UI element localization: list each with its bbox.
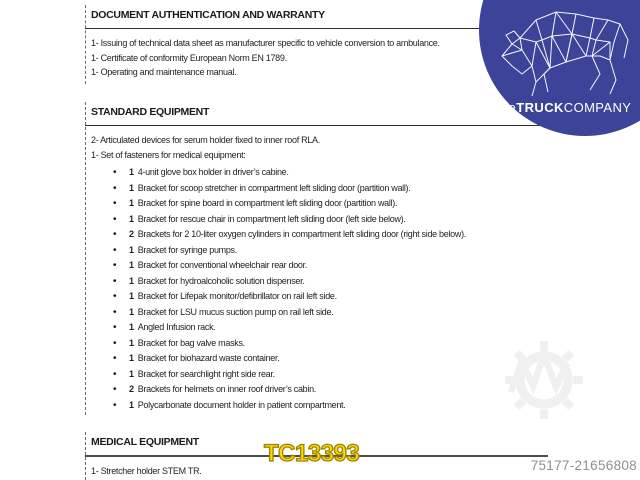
list-item: • 2 Brackets for 2 10-liter oxygen cylinders in compartment left sliding door (right side below). (91, 227, 548, 243)
doc-item: 1- Operating and maintenance manual. (91, 67, 237, 78)
list-item: • 1 Bracket for LSU mucus suction pump on rail left side. (91, 305, 548, 321)
section-title: MEDICAL EQUIPMENT (91, 436, 199, 448)
section-title-row (85, 102, 548, 126)
section-standard-equipment (85, 102, 548, 415)
list-item: • 1 Bracket for bag valve masks. (91, 336, 548, 352)
list-item: • 1 Bracket for Lifepak monitor/defibrillator on rail left side. (91, 289, 548, 305)
section-title: STANDARD EQUIPMENT (91, 106, 210, 118)
section-title: DOCUMENT AUTHENTICATION AND WARRANTY (91, 9, 325, 21)
list-item: • 1 4-unit glove box holder in driver’s cabine. (91, 165, 548, 181)
equipment-bullet-list (91, 165, 548, 413)
list-item: • 1 Bracket for rescue chair in compartment left sliding door (left side below). (91, 212, 548, 228)
brand-wordmark (497, 100, 631, 115)
list-item: • 1 Bracket for searchlight right side rear. (91, 367, 548, 383)
bison-logo-icon (492, 4, 640, 98)
doc-item: 1- Certificate of conformity European Norm EN 1789. (91, 52, 287, 63)
list-item: • 1 Bracket for spine board in compartment left sliding door (partition wall). (91, 196, 548, 212)
listing-id: 75177-21656808 (530, 458, 637, 473)
brand-prefix: the (497, 100, 517, 115)
list-item: • 1 Angled Infusion rack. (91, 320, 548, 336)
doc-item: 1- Issuing of technical data sheet as manufacturer specific to vehicle conversion to ambulance. (91, 38, 440, 48)
list-item: • 2 Brackets for helmets on inner roof driver’s cabin. (91, 382, 548, 398)
brand-suffix: COMPANY (563, 100, 632, 115)
doc-item: 1- Set of fasteners for medical equipment: (91, 149, 246, 160)
list-item: • 1 Polycarbonate document holder in patient compartment. (91, 398, 548, 414)
doc-item: 2- Articulated devices for serum holder fixed to inner roof RLA. (91, 135, 320, 145)
list-item: • 1 Bracket for scoop stretcher in compartment left sliding door (partition wall). (91, 181, 548, 197)
doc-item: 1- Stretcher holder STEM TR. (91, 466, 202, 476)
listing-code-watermark: TC13393 (264, 440, 360, 467)
list-item: • 1 Bracket for hydroalcoholic solution dispenser. (91, 274, 548, 290)
list-item: • 1 Bracket for syringe pumps. (91, 243, 548, 259)
list-item: • 1 Bracket for conventional wheelchair rear door. (91, 258, 548, 274)
section-document-authentication (85, 5, 548, 84)
list-item: • 1 Bracket for biohazard waste container. (91, 351, 548, 367)
brand-bold: TRUCK (516, 100, 564, 115)
